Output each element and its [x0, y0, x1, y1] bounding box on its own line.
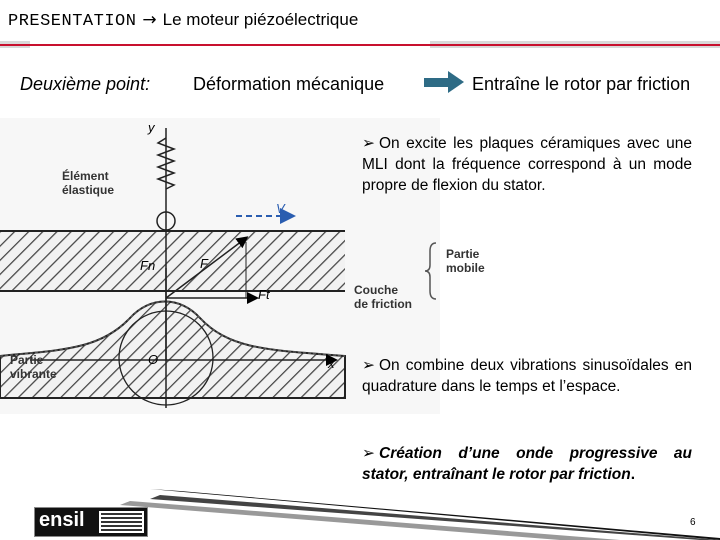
arrow-right-icon: → [142, 10, 157, 30]
bullet-creation-period: . [630, 466, 636, 483]
logo-subtext [99, 511, 144, 533]
f-label: F [200, 256, 208, 271]
origin-label: O [148, 352, 159, 367]
logo-text: ensil [39, 509, 85, 531]
result-label: Entraîne le rotor par friction [472, 74, 691, 94]
slide-header [0, 0, 720, 44]
bullet-creation-text: Création d’une onde progressive au stator, entraînant le rotor par friction [362, 445, 692, 483]
partie-vibrante-label-2: vibrante [10, 367, 57, 381]
arrow-bullet-icon: ➢ [362, 444, 375, 462]
header-title [8, 10, 358, 31]
bullet-vibrations [362, 355, 692, 397]
arrow-bullet-icon: ➢ [362, 356, 375, 374]
partie-mobile-label-2: mobile [446, 261, 485, 275]
deformation-label: Déformation mécanique [193, 74, 385, 94]
velocity-label: V [276, 201, 285, 216]
arrow-bullet-icon: ➢ [362, 134, 375, 152]
bullet-excitation [362, 133, 692, 196]
page-number: 6 [690, 517, 696, 528]
arrow-right-icon [424, 71, 464, 93]
ft-label: Ft [258, 287, 270, 302]
fn-label: Fn [140, 258, 156, 273]
couche-friction-label-2: de friction [354, 297, 413, 311]
bullet-creation [362, 443, 692, 485]
header-rule [0, 44, 720, 46]
couche-friction-label-1: Couche [354, 283, 399, 297]
page-title: Le moteur piézoélectrique [162, 10, 359, 29]
x-axis-label: x [328, 356, 335, 371]
bullet-vibrations-text: On combine deux vibrations sinusoïdales en quadrature dans le temps et l’espace. [362, 357, 692, 395]
element-elastique-label-2: élastique [62, 183, 115, 197]
partie-mobile-layer [0, 231, 345, 291]
bullet-excitation-text: On excite les plaques céramiques avec une MLI dont la fréquence correspond à un mode propre de flexion du stator. [362, 135, 692, 194]
partie-mobile-label-1: Partie [446, 247, 480, 261]
element-elastique-label-1: Élément [62, 169, 109, 183]
section-label: PRESENTATION [8, 12, 137, 31]
point-label: Deuxième point: [20, 74, 151, 94]
ensil-logo [34, 507, 148, 537]
y-axis-label: y [148, 120, 155, 135]
partie-vibrante-label-1: Partie [10, 353, 44, 367]
